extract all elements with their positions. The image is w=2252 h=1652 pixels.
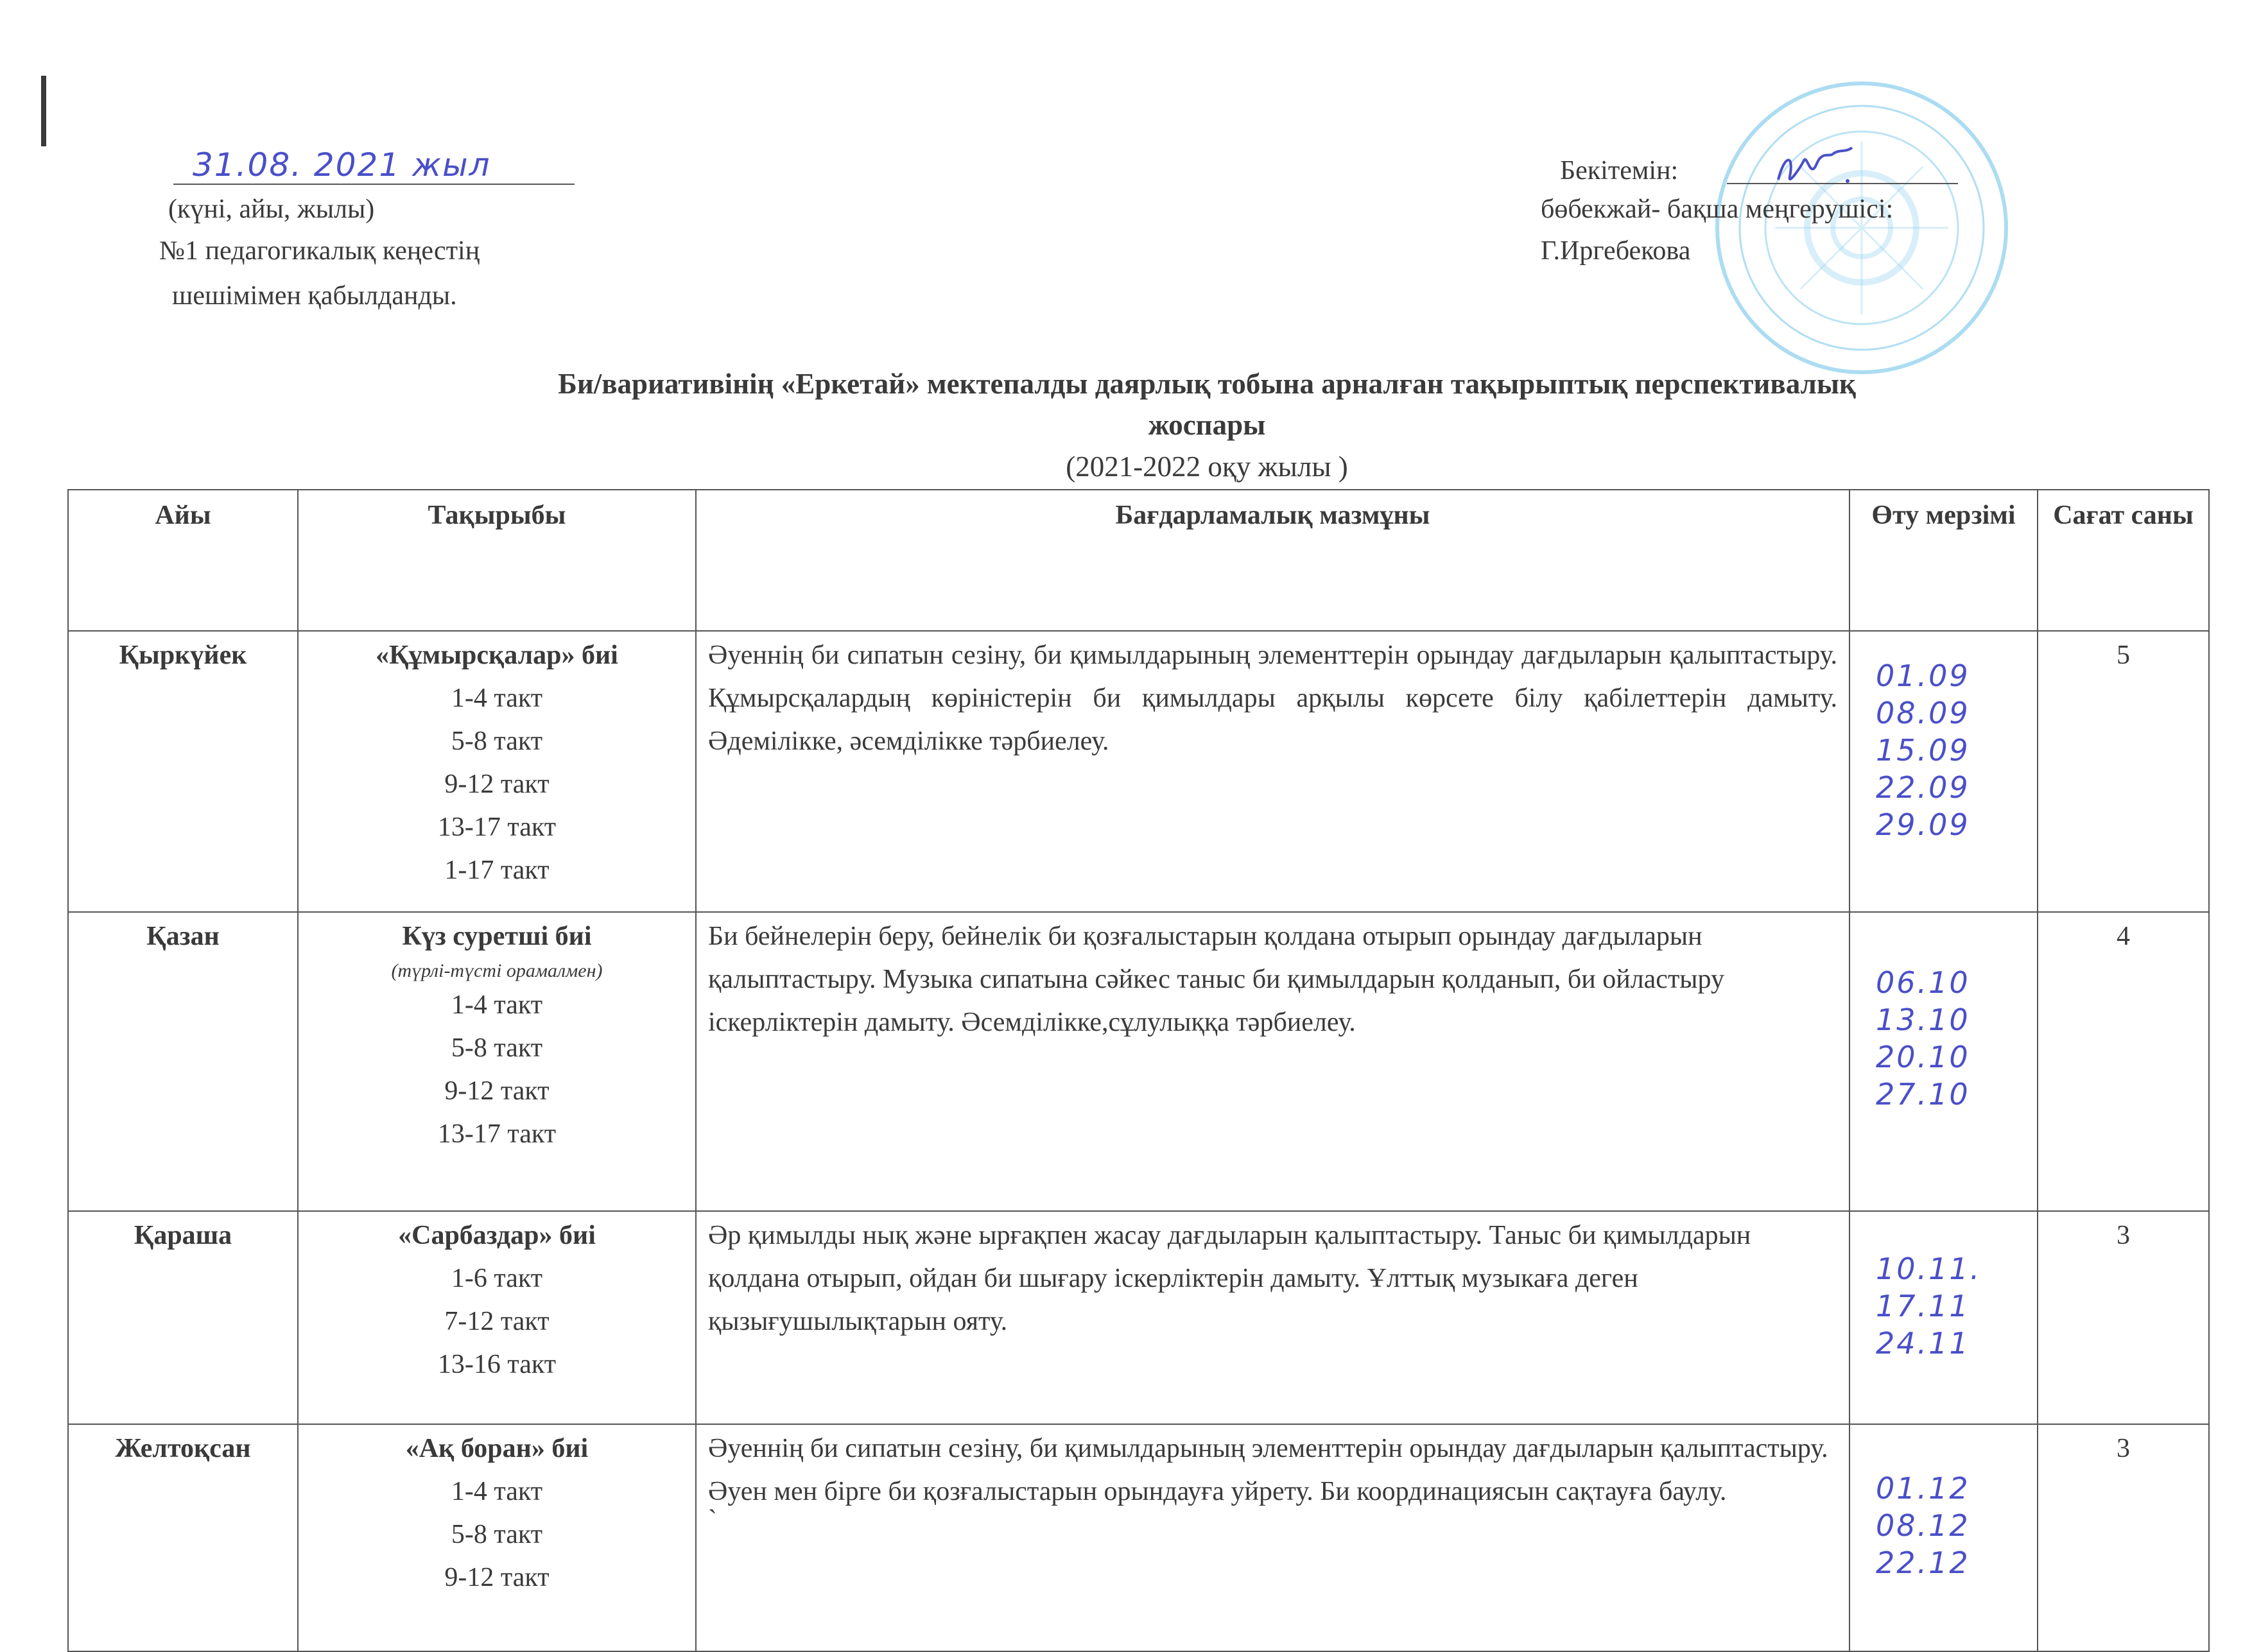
month-cell: Қазан (68, 912, 298, 1211)
handwritten-date: 08.09 (1876, 696, 1970, 730)
bar-range: 9-12 такт (444, 1076, 550, 1106)
hours-cell: 3 (2038, 1424, 2209, 1651)
bar-range: 13-17 такт (437, 1119, 557, 1149)
signature-line (1727, 183, 1958, 184)
topic-name: «Құмырсқалар» биі (376, 641, 618, 670)
handwritten-date: 08.12 (1876, 1508, 1970, 1543)
handwritten-date: 24.11 (1876, 1326, 1970, 1361)
handwritten-date: 22.12 (1876, 1545, 1970, 1580)
margin-bar (41, 76, 46, 146)
document-title: Би/вариативінің «Еркетай» мектепалды даярлық тобына арналған тақырыптық перспективалық (558, 368, 1856, 400)
decision-line: шешімімен қабылданды. (172, 281, 457, 311)
bar-range: 9-12 такт (444, 770, 550, 799)
month-cell: Қараша (68, 1211, 298, 1424)
dates-cell (1849, 912, 2038, 1211)
topic-cell (298, 1424, 696, 1651)
date-caption: (күні, айы, жылы) (168, 194, 375, 224)
handwritten-date: 01.12 (1876, 1471, 1970, 1506)
handwritten-date: 22.09 (1876, 770, 1970, 805)
bar-range: 13-16 такт (437, 1350, 557, 1379)
hours-cell: 4 (2038, 912, 2209, 1211)
document-title-line2: жоспары (1148, 409, 1266, 441)
handwritten-date: 06.10 (1876, 965, 1970, 1000)
header-dates: Өту мерзімі (1849, 490, 2038, 631)
month-cell: Желтоқсан (68, 1424, 298, 1651)
director-name: Г.Иргебекова (1541, 236, 1691, 266)
stray-mark: ` (708, 1505, 717, 1535)
content-cell: Би бейнелерін беру, бейнелік би қозғалыстарын қолдана отырып орындау дағдыларын қалыптастыру. Музыка сипатына сәйкес таныс би қимылдарын қолданып, би ойластыру іскерліктерін дамыту. Әсемділікке,сұлулыққа тәрбиелеу. (696, 912, 1849, 1211)
topic-name: Күз суретші биі (402, 922, 592, 951)
table-row (68, 631, 2209, 912)
bar-range: 5-8 такт (451, 727, 543, 756)
bar-range: 9-12 такт (444, 1563, 550, 1592)
dates-cell (1849, 1211, 2038, 1424)
table-row (68, 912, 2209, 1211)
topic-name: «Сарбаздар» биі (398, 1221, 596, 1250)
handwritten-date: 29.09 (1876, 807, 1970, 842)
handwritten-date: 13.10 (1876, 1002, 1970, 1037)
header-content: Бағдарламалық мазмұны (696, 490, 1849, 631)
handwritten-date: 27.10 (1876, 1077, 1970, 1112)
handwritten-date: 31.08. 2021 жыл (193, 146, 491, 184)
topic-name: «Ақ боран» биі (405, 1434, 589, 1463)
topic-cell (298, 912, 696, 1211)
handwritten-date: 10.11. (1876, 1252, 1982, 1286)
month-cell: Қыркүйек (68, 631, 298, 912)
bar-range: 1-17 такт (444, 856, 550, 885)
official-stamp (1711, 77, 2013, 379)
dates-cell (1849, 631, 2038, 912)
bar-range: 5-8 такт (451, 1033, 543, 1063)
table-row (68, 1424, 2209, 1651)
approve-label: Бекітемін: (1560, 156, 1679, 185)
bar-range: 7-12 такт (444, 1307, 550, 1336)
content-cell: Әуеннің би сипатын сезіну, би қимылдарының элементтерін орындау дағдыларын қалыптастыру. Құмырсқалардың көріністерін би қимылдары арқылы көрсете білу қабілеттерін дамыту. Әдемілікке, әсемділікке тәрбиелеу. (696, 631, 1849, 912)
topic-cell (298, 1211, 696, 1424)
topic-note: (түрлі-түсті орамалмен) (391, 960, 603, 981)
topic-cell (298, 631, 696, 912)
handwritten-date: 15.09 (1876, 733, 1970, 768)
bar-range: 5-8 такт (451, 1520, 543, 1549)
hours-cell: 5 (2038, 631, 2209, 912)
content-cell (696, 1424, 1849, 1651)
bar-range: 1-4 такт (451, 990, 543, 1020)
handwritten-date: 17.11 (1876, 1289, 1970, 1323)
handwritten-date: 01.09 (1876, 658, 1970, 693)
content-text: Әуеннің би сипатын сезіну, би қимылдарының элементтерін орындау дағдыларын қалыптастыру. Әуен мен бірге би қозғалыстарын орындауға уйрету. Би координациясын сақтауға баулу. (708, 1434, 1828, 1506)
bar-range: 1-6 такт (451, 1264, 543, 1293)
table-row (68, 1211, 2209, 1424)
bar-range: 13-17 такт (437, 813, 557, 842)
council-line: №1 педагогикалық кеңестің (159, 236, 480, 266)
plan-table (67, 489, 2210, 1652)
header-month: Айы (68, 490, 298, 631)
table-header-row (68, 490, 2209, 631)
content-cell: Әр қимылды нық және ырғақпен жасау дағдыларын қалыптастыру. Таныс би қимылдарын қолдана отырып, ойдан би шығару іскерліктерін дамыту. Ұлттық музыкаға деген қызығушылықтарын ояту. (696, 1211, 1849, 1424)
bar-range: 1-4 такт (451, 1477, 543, 1506)
dates-cell (1849, 1424, 2038, 1651)
date-underline (173, 184, 575, 185)
header-hours: Сағат саны (2038, 490, 2209, 631)
header-topic: Тақырыбы (298, 490, 696, 631)
handwritten-date: 20.10 (1876, 1040, 1970, 1074)
academic-year: (2021-2022 оқу жылы ) (1066, 451, 1348, 483)
signature (1772, 141, 1855, 193)
hours-cell: 3 (2038, 1211, 2209, 1424)
director-position: бөбекжай- бақша меңгерушісі: (1541, 194, 1894, 224)
bar-range: 1-4 такт (451, 684, 543, 713)
